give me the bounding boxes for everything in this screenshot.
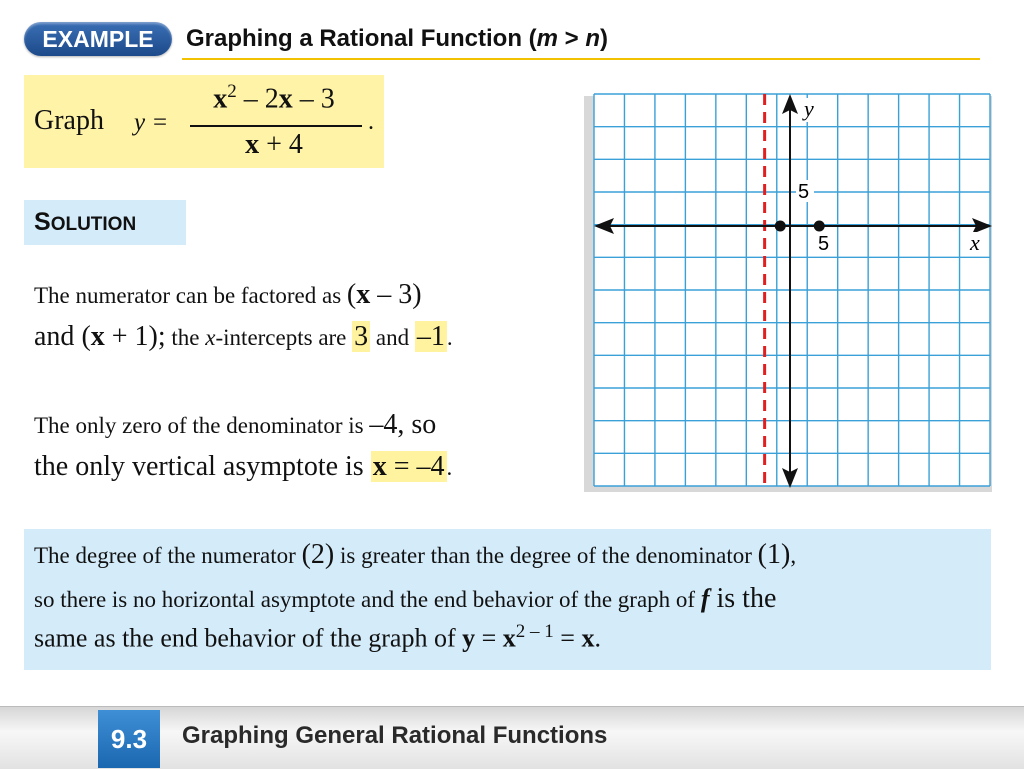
section-number-badge: 9.3: [98, 710, 160, 768]
deg-l3x2: x: [581, 623, 595, 653]
asymptote-equation: [371, 451, 447, 482]
title-prefix: Graphing a Rational Function (: [186, 25, 537, 52]
p1-t1: The numerator can be factored as: [34, 283, 347, 308]
deg-l3y: y: [462, 623, 476, 653]
end-behavior-box: [24, 529, 991, 670]
p1-end: .: [446, 325, 453, 350]
title-rule: [182, 58, 980, 60]
solution-label: [24, 200, 186, 245]
deg-l1a: The degree of the numerator: [34, 543, 302, 568]
deg-l3x: x: [502, 623, 516, 653]
deg-l2f: f: [700, 584, 710, 613]
problem-box: [24, 75, 384, 168]
p2-t2: the only vertical asymptote is: [34, 451, 371, 482]
fraction-bar: [190, 125, 362, 127]
title-gt: >: [558, 25, 586, 52]
p1-f2-x: x: [90, 321, 105, 352]
p1-t3: the: [165, 325, 206, 350]
num-x2: x: [278, 83, 293, 115]
solution-label-big: S: [34, 208, 51, 236]
problem-period: .: [368, 109, 374, 135]
deg-l1e: ,: [790, 543, 797, 568]
deg-l3end: .: [594, 623, 601, 653]
end-behavior-line-3: [34, 621, 601, 654]
deg-l3a: same as the end behavior of the graph of: [34, 623, 463, 653]
x-intercept-point: [814, 221, 825, 232]
den-x: x: [245, 129, 260, 160]
p1-f1-rest: – 3): [370, 279, 422, 310]
p1-t3-x: x: [205, 325, 216, 350]
x-axis-label: x: [970, 230, 980, 255]
num-exp: 2: [227, 81, 237, 102]
p2-t1-end: , so: [397, 409, 437, 440]
end-behavior-line-1: [34, 539, 796, 571]
num-mid: – 2: [236, 83, 279, 115]
deg-l1d: (1): [757, 539, 791, 570]
solution-label-rest: OLUTION: [50, 214, 137, 235]
p1-f1-open: (: [346, 279, 357, 310]
p1-f2-rest: + 1);: [104, 321, 166, 352]
y-equals: y =: [134, 109, 169, 136]
tick-label-y-5: 5: [798, 181, 810, 203]
x-intercept-3: 3: [354, 321, 369, 352]
factor-line-1: [34, 274, 422, 317]
p1-f1-x: x: [356, 279, 371, 310]
deg-l1c: is greater than the degree of the denominator: [334, 543, 758, 568]
p1-t3-rest: -intercepts are: [215, 325, 353, 350]
y-axis-label: y: [804, 96, 814, 121]
end-behavior-line-2: [34, 583, 776, 615]
p1-and: and: [370, 325, 415, 350]
title-suffix: ): [600, 25, 609, 52]
factor-line-2: [34, 316, 453, 359]
p2-t1: The only zero of the denominator is: [34, 413, 370, 438]
fraction-numerator: [188, 81, 360, 115]
den-end: + 4: [259, 129, 303, 160]
section-title: Graphing General Rational Functions: [182, 722, 608, 749]
deg-l3eq: =: [475, 623, 503, 653]
p2-asym-x: x: [372, 451, 387, 482]
x-intercept-neg1: –1: [416, 321, 445, 352]
p2-zero: –4: [369, 409, 398, 440]
p2-asym-rest: = –4: [386, 451, 445, 482]
num-end: – 3: [292, 83, 335, 115]
title-n: n: [585, 25, 601, 52]
deg-l3eq2: =: [553, 623, 582, 653]
title-m: m: [536, 25, 559, 52]
asymptote-line-1: [34, 404, 436, 447]
example-badge: EXAMPLE: [24, 22, 172, 56]
deg-l3exp: 2 – 1: [515, 621, 554, 642]
x-intercept-point: [775, 221, 786, 232]
p2-end: .: [446, 455, 453, 480]
deg-l1b: (2): [301, 539, 335, 570]
deg-l2b: is the: [709, 583, 777, 614]
fraction-denominator: [188, 129, 360, 161]
tick-label-x-5: 5: [818, 233, 830, 255]
example-title: [186, 22, 608, 56]
coordinate-graph: [578, 90, 994, 494]
num-x: x: [213, 83, 228, 115]
p1-t2: and: [34, 321, 82, 352]
p1-f2-open: (: [81, 321, 91, 352]
deg-l2a: so there is no horizontal asymptote and the end behavior of the graph of: [34, 587, 701, 612]
asymptote-line-2: [34, 446, 452, 489]
graph-word: Graph: [34, 105, 104, 136]
